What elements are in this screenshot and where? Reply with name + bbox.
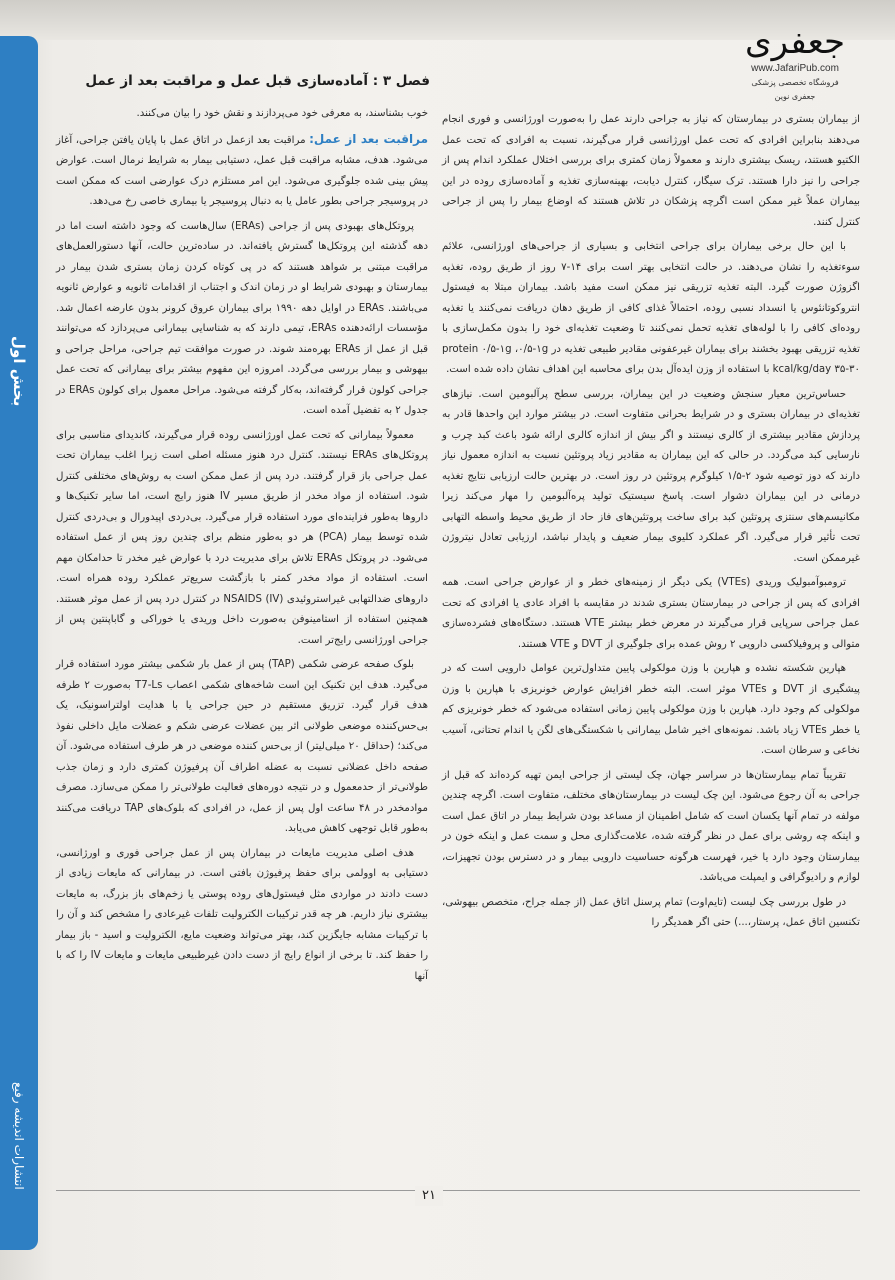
paragraph: هپارین شکسته نشده و هپارین با وزن مولکولی پایین متداول‌ترین عوامل دارویی است که در پیشگیری از DVT و VTEs موثر است. البته خطر افزایش عوارض خونریزی با هپارین با وزن مولکولی کم وجود دارد. هپارین با وزن مولکولی پایین زمانی استفاده می‌شود که خطر خونریزی کم یا خطر VTEs زیاد باشد. نمونه‌های اخیر شامل بیمارانی با شکستگی‌های لگن یا اندام تحتانی، آسیب نخاعی و سرطان است. bbox=[442, 663, 860, 756]
paragraph: تقریباً تمام بیمارستان‌ها در سراسر جهان، چک لیستی از جراحی ایمن تهیه کرده‌اند که قبل از جراحی به آن رجوع می‌شود. این چک لیست در بیمارستان‌های مختلف، متفاوت است. اگرچه چندین مولفه در تمام آنها یکسان است که شامل اطمینان از مساعد بودن شرایط بیمار در اتاق عمل است و اینکه چه روشی برای عمل در نظر گرفته شده، علامت‌گذاری محل و سمت عمل و اینکه خون در بیمارستان وجود دارد یا خیر، فهرست هرگونه حساسیت دارویی بیمار و در دسترس بودن تجهیزات، لوازم و رادیوگرافی و ایمپلت می‌باشد. bbox=[442, 769, 860, 883]
paragraph: پروتکل‌های بهبودی پس از جراحی (ERAs) سال‌هاست که وجود داشته است اما در دهه گذشته این پروتکل‌ها گسترش یافته‌اند. در ساده‌ترین حالت، آنها دستورالعمل‌های مراقبت مبتنی بر شواهد هستند که در پی کوتاه کردن زمان بستری شدن بیمار در بیمارستان و بهبودی شرایط او در زمان اندک و اجتناب از اقدامات ثانویه و عوارض ثانویه می‌باشند. ERAs در اوایل دهه ۱۹۹۰ برای بیماران عروق کرونر بدون عارضه اعمال شد. مؤسسات ارائه‌دهنده ERAs، تیمی دارند که به شناسایی بیمارانی می‌پردازد که می‌توانند قبل از عمل از ERAs بهره‌مند شوند. در صورت موافقت تیم جراحی، مراحل جراحی و بیهوشی و بیمار بررسی می‌گردد. امروزه این مفهوم بیشتر برای بیمارانی که تحت عمل جراحی کولون قرار گرفته‌اند، به‌کار گرفته می‌شود. مراحل معمول برای کولون ERAs در جدول ۲ به تفضیل آمده است. bbox=[56, 220, 429, 416]
side-tab-chapter: بخش اول bbox=[10, 335, 28, 407]
paragraph: ترومبوآمبولیک وریدی (VTEs) یکی دیگر از زمینه‌های خطر و از عوارض جراحی است. همه افرادی که پس از جراحی در بیمارستان بستری شدند در مقایسه با افراد عادی یا افرادی که تحت عمل جراحی سرپایی قرار می‌گیرند در معرض خطر بیشتر VTE هستند. دستگاه‌های فشرده‌سازی متوالی و پروفیلاکسی دارویی ۲ روش عمده برای جلوگیری از DVT و VTE هستند. bbox=[442, 577, 860, 650]
footer-rule bbox=[56, 1190, 860, 1191]
publisher-logo bbox=[740, 22, 850, 102]
logo-mark: جعفری bbox=[745, 22, 845, 62]
side-tab-publisher: انتشارات اندیشه رفیع bbox=[12, 1082, 26, 1190]
paragraph: هدف اصلی مدیریت مایعات در بیماران پس از عمل جراحی فوری و اورژانسی، دستیابی به اوولمی برای حفظ پرفیوژن بافتی است. در بیمارانی که مایعات زیادی از دست دادند در مواردی مثل فیستول‌های روده پوستی یا زخم‌های باز بزرگ، به مایعات بیشتری نیاز داریم. هر چه قدر ترکیبات الکترولیت تلفات غیرعادی را مشخص کند و آن را با ترکیبات مشابه جایگزین کند، بهتر می‌تواند وضعیت مایع، الکترولیت و اسید - باز بیمار را حفظ کند. تا برخی از انواع رایج از دست دادن غیرطبیعی مایعات و مایعات IV را که با آنها bbox=[56, 847, 429, 982]
right-column bbox=[442, 110, 860, 1180]
chapter-title: فصل ۳ : آماده‌سازی قبل عمل و مراقبت بعد از عمل bbox=[85, 73, 430, 89]
paragraph: در طول بررسی چک لیست (تایم‌اوت) تمام پرسنل اتاق عمل (از جمله جراح، متخصص بیهوشی، تکنسین اتاق عمل، پرستار،...) حتی اگر همدیگر را bbox=[442, 896, 860, 928]
logo-url: www.JafariPub.com bbox=[751, 63, 839, 74]
paragraph: مراقبت بعد ازعمل در اتاق عمل با پایان یافتن جراحی، آغاز می‌شود. هدف، مشابه مراقبت قبل عمل، دستیابی بیمار به شرایط نرمال است. عوارض پیش بینی شده جلوگیری می‌شود. این امر مستلزم درک عوارضی است که ممکن است در پروسیجر جراحی بطور عامل یا به دنبال پروسیجر یا بیماری خاصی رخ می‌دهد. bbox=[56, 134, 428, 207]
left-column bbox=[56, 104, 428, 1180]
paragraph: خوب بشناسند، به معرفی خود می‌پردازند و نقش خود را بیان می‌کنند. bbox=[136, 108, 428, 119]
paragraph: از بیماران بستری در بیمارستان که نیاز به جراحی دارند عمل را به‌صورت اورژانسی و فوری انجام می‌دهند بنابراین افرادی که تحت عمل اورژانسی قرار می‌گیرند، نسبت به افرادی که تحت عمل الکتیو هستند، ریسک بیشتری دارند و معمولاً زمان کمتری برای بررسی اختلال عملکرد اندام پس از جراحی را نیز دارا هستند. ترک سیگار، کنترل دیابت، بهینه‌سازی تغذیه و آماده‌سازی روده در این بیماران عملاً غیر ممکن است اگرچه پزشکان در تلاش هستند که اوضاع بیمار را پس از جراحی کنترل کنند. bbox=[442, 114, 860, 228]
postop-section bbox=[56, 129, 428, 213]
paragraph: با این حال برخی بیماران برای جراحی انتخابی و بسیاری از جراحی‌های اورژانسی، علائم سوءتغذیه را نشان می‌دهند. در حالت انتخابی بهتر است برای ۱۴-۷ روز از طریق روده، تغذیه اگزوژن صورت گیرد. البته تغذیه تزریقی نیز ممکن است مفید باشد. بیماران مبتلا به فیستول انتروکوتانئوس یا انسداد نسبی روده، احتمالاً غذای کافی از طریق دهان دریافت نمی‌کنند یا تغذیه روده‌ای کافی را با لوله‌های تغذیه تحمل نمی‌کنند تا وضعیت تغذیه‌ای خود را بدون مکمل‌سازی با تغذیه تزریقی بهبود بخشند برای بیماران غیرعفونی مقادیر طبیعی تغذیه در protein ۰/۵-۱g ،۰/۵-۱g kcal/kg/day ۳۵-۳۰ با استفاده از وزن ایده‌آل بدن برای محاسبه این اهداف نشان داده شده است. bbox=[442, 241, 860, 375]
logo-tagline: فروشگاه تخصصی پزشکی جعفری نوین bbox=[751, 78, 839, 101]
section-heading: مراقبت بعد از عمل: bbox=[309, 131, 429, 146]
paragraph: حساس‌ترین معیار سنجش وضعیت در این بیماران، بررسی سطح پرآلبومین است. نیازهای تغذیه‌ای در بیماران بستری و در شرایط بحرانی متفاوت است. در بیشتر موارد این واحدها قادر به پردازش مقادیر بیشتری از کالری نیستند و اگر بیش از اندازه کالری ارائه شود باعث کبد چرب و نارسایی کبد می‌گردد. در حالی که این بیماران به مقادیر زیاد پروتئین نسبت به اندازه معمول نیاز دارند که دوز توصیه شود ۲-۱/۵ کیلوگرم پروتئین در روز است. در بهترین حالت ارزیابی نتایج تغذیه درمانی در این بیماران دشوار است. پاسخ سیستیک تولید پره‌آلبومین را مهار می‌کند زیرا مکانیسم‌های سنتزی پروتئین کبد برای ساخت پروتئین‌های فاز حاد از طریق محیط واسطه التهابی تحت تأثیر قرار می‌گیرد. اگر عملکرد کلیوی بیمار ضعیف و پایدار نباشد، ارزیابی تعادل نیتروژن غیرممکن است. bbox=[442, 388, 860, 564]
paragraph: بلوک صفحه عرضی شکمی (TAP) پس از عمل بار شکمی بیشتر مورد استفاده قرار می‌گیرد. هدف این تکنیک این است شاخه‌های شکمی اعصاب T7-Ls به‌صورت ۲ طرفه هدف قرار گیرد. تزریق مستقیم در حین جراحی یا با هدایت اولتراسونیک، یک بی‌حس‌کننده موضعی طولانی اثر بین عضلات عرضی شکم و عضلات مایل داخلی نفوذ می‌کند؛ (حداقل ۲۰ میلی‌لیتر) از بی‌حس کننده موضعی در هر طرف استفاده می‌شود. آن صفحه داخل عضلانی نسبت به عضله اطراف آن پرفیوژن کمتری دارد و زمان جذب طولانی‌تر از حدمعمول و در نتیجه دوره‌های فعالیت طولانی‌تر را ممکن می‌سازد. مصرف موادمخدر در ۴۸ ساعت اول پس از عمل، در افرادی که بلوک‌های TAP دریافت می‌کنند به‌طور قابل توجهی کاهش می‌یابد. bbox=[56, 659, 428, 834]
page-number: ۲۱ bbox=[415, 1186, 443, 1206]
paragraph: معمولاً بیمارانی که تحت عمل اورژانسی روده قرار می‌گیرند، کاندیدای مناسبی برای پروتکل‌های ERAs نیستند. کنترل درد هنوز مسئله اصلی است زیرا اغلب بیماران تحت عمل جراحی باز قرار گرفتند. درد پس از عمل ممکن است به روش‌های مختلفی کنترل شود. استفاده از مواد مخدر از طریق مسیر IV هنوز رایج است، اما سایر تکنیک‌ها و داروها به‌طور فزاینده‌ای مورد استفاده قرار می‌گیرد. بی‌دردی اپیدورال و بی‌دردی کنترل شده توسط بیمار (PCA) هر دو به‌طور منظم برای چندین روز پس از عمل استفاده می‌شود. در پروتکل ERAs تلاش برای مدیریت درد با عوارض غیر مخدر تا حدامکان مهم است. استفاده از مواد مخدر کمتر با بازگشت سریع‌تر عملکرد روده همراه است. داروهای ضدالتهابی غیراستروئیدی (NSAIDS (IV در کنترل درد پس از عمل موثر هستند. همچنین استفاده از استامینوفن به‌صورت داخل وریدی یا خوراکی و گاباپنتین پس از جراحی اورژانسی رایج‌تر است. bbox=[56, 429, 428, 646]
side-tab bbox=[0, 36, 38, 1250]
